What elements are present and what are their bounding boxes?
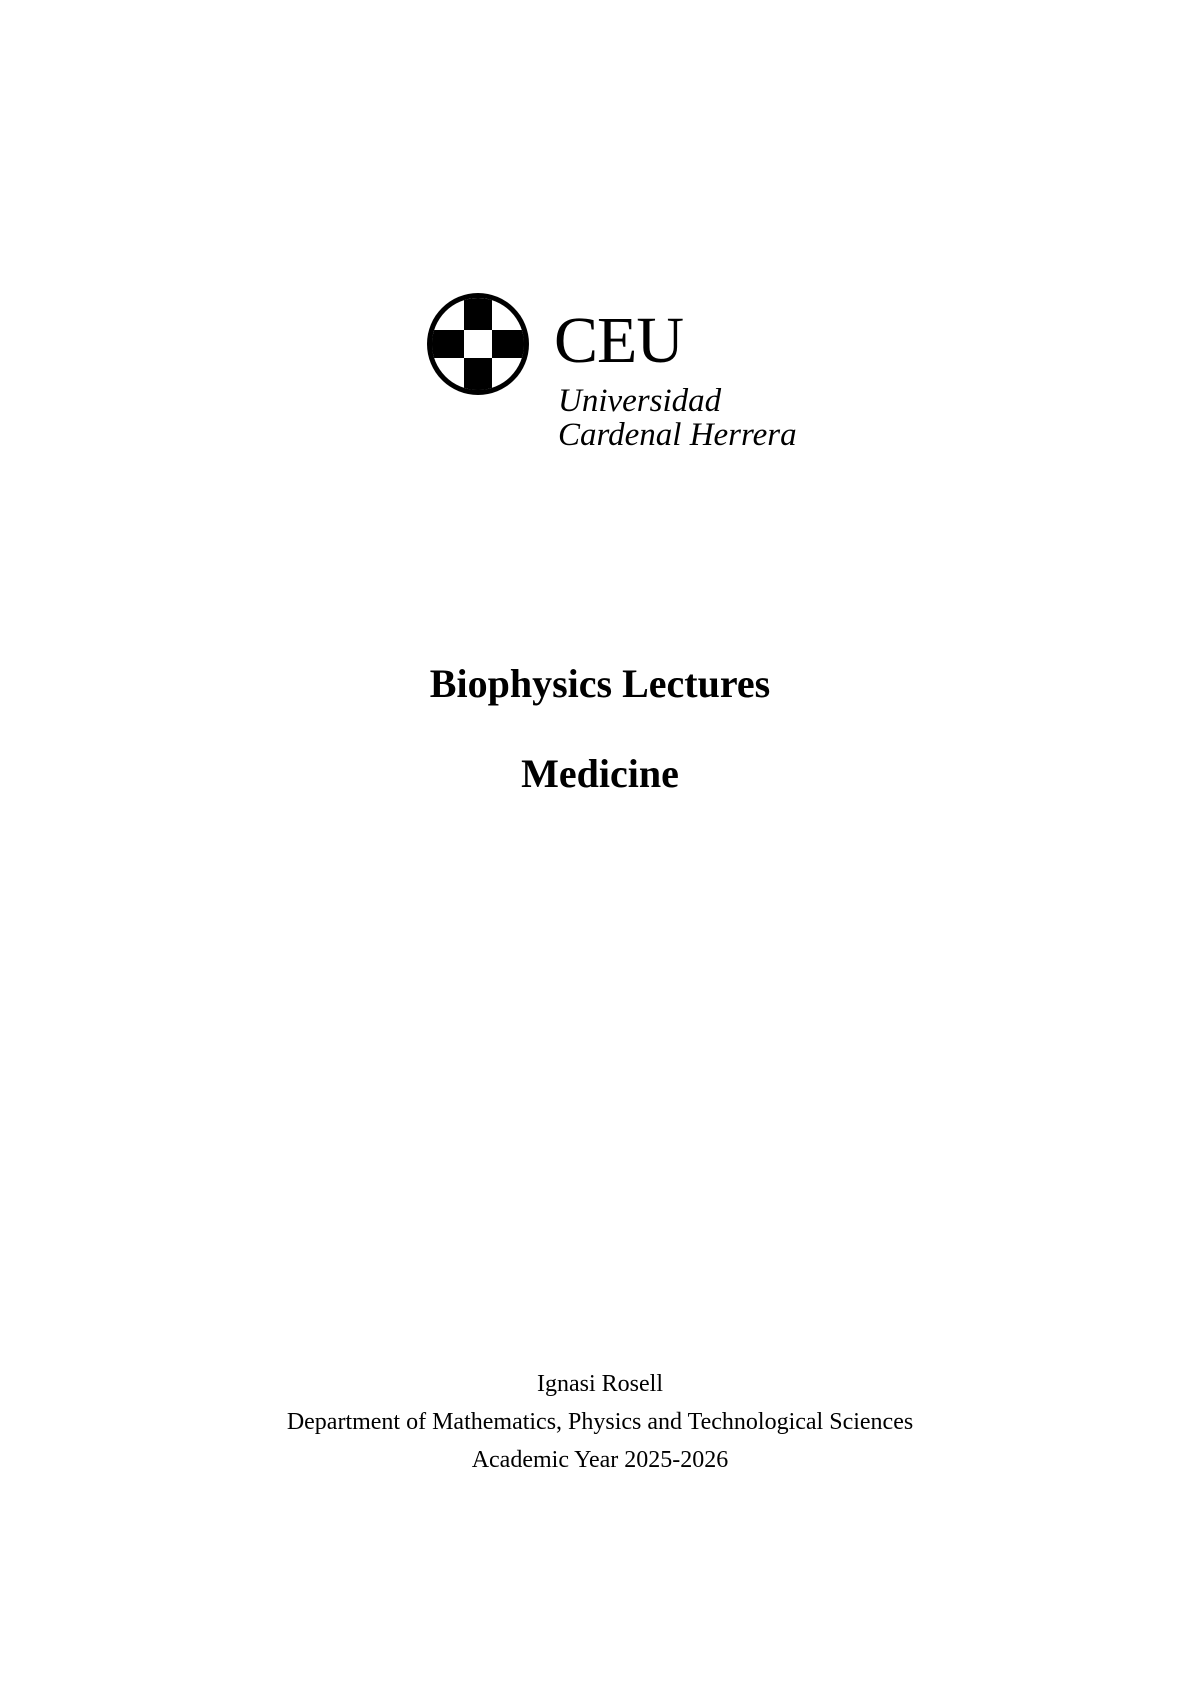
credits-block	[0, 1365, 1200, 1479]
department-name: Department of Mathematics, Physics and Technological Sciences	[286, 1409, 914, 1435]
logo-university-line: Universidad	[558, 383, 722, 419]
logo-wordmark: CEU	[554, 304, 683, 377]
logo-name-line: Cardenal Herrera	[558, 417, 797, 453]
academic-year: Academic Year 2025-2026	[471, 1447, 729, 1473]
author-name: Ignasi Rosell	[537, 1371, 663, 1397]
university-logo	[424, 290, 824, 460]
ceu-cross-emblem-icon	[424, 290, 532, 398]
document-title: Biophysics Lectures	[429, 661, 771, 706]
document-subtitle: Medicine	[521, 751, 679, 796]
